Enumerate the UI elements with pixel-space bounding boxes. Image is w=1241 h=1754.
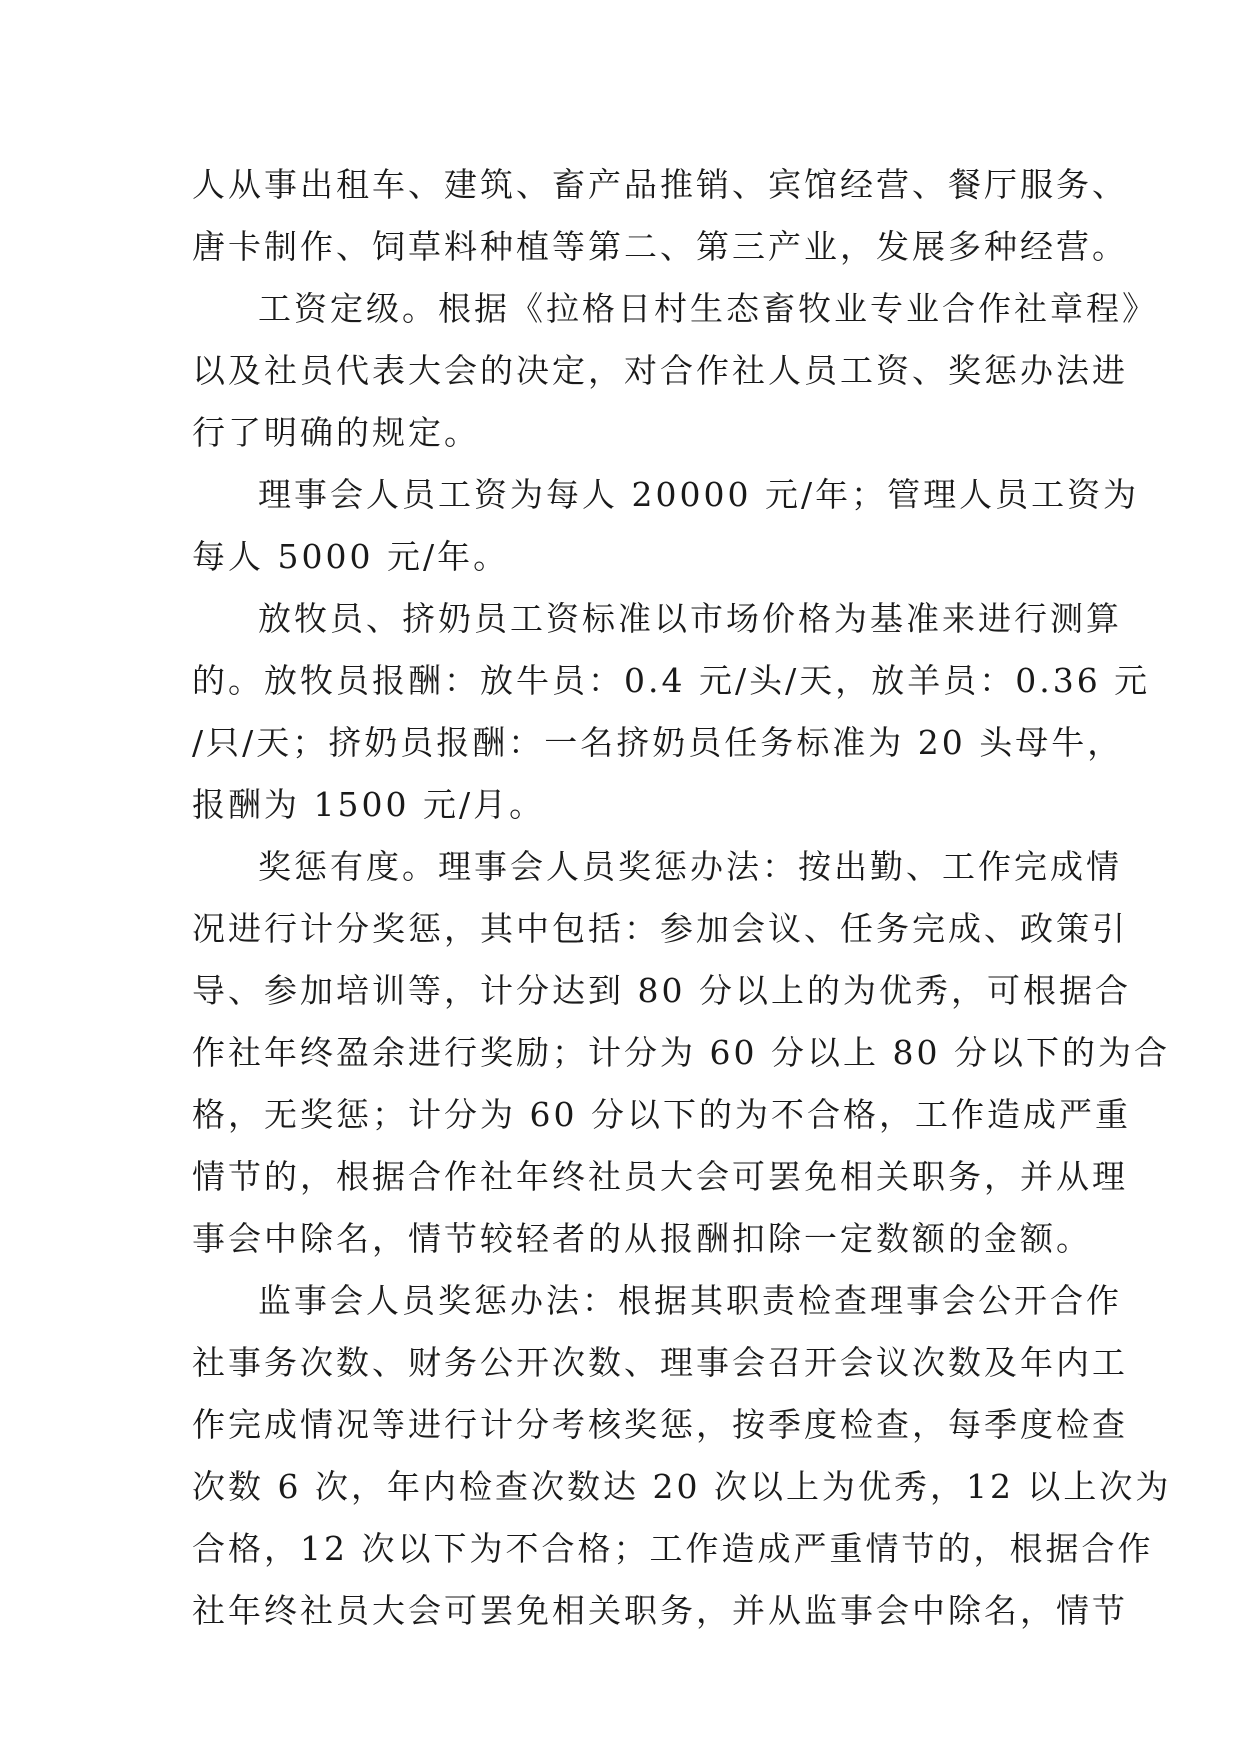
text-line: 以及社员代表大会的决定，对合作社人员工资、奖惩办法进 (192, 351, 1128, 390)
text-line: 导、参加培训等，计分达到 80 分以上的为优秀，可根据合 (192, 971, 1131, 1010)
text-line: 合格，12 次以下为不合格；工作造成严重情节的，根据合作 (192, 1529, 1154, 1568)
text-line: 情节的，根据合作社年终社员大会可罢免相关职务，并从理 (192, 1157, 1128, 1196)
text-line: /只/天；挤奶员报酬：一名挤奶员任务标准为 20 头母牛， (192, 723, 1124, 762)
paragraph-start-line: 理事会人员工资为每人 20000 元/年；管理人员工资为 (258, 475, 1140, 514)
text-line: 况进行计分奖惩，其中包括：参加会议、任务完成、政策引 (192, 909, 1128, 948)
text-line: 社事务次数、财务公开次数、理事会召开会议次数及年内工 (192, 1343, 1128, 1382)
paragraph-end-line: 行了明确的规定。 (192, 413, 480, 452)
document-body (192, 154, 1172, 1642)
text-line: 社年终社员大会可罢免相关职务，并从监事会中除名，情节 (192, 1591, 1128, 1630)
text-line: 的。放牧员报酬：放牛员：0.4 元/头/天，放羊员：0.36 元 (192, 661, 1151, 700)
paragraph-start-line: 奖惩有度。理事会人员奖惩办法：按出勤、工作完成情 (258, 847, 1122, 886)
text-line: 人从事出租车、建筑、畜产品推销、宾馆经营、餐厅服务、 (192, 165, 1128, 204)
text-line: 作社年终盈余进行奖励；计分为 60 分以上 80 分以下的为合 (192, 1033, 1170, 1072)
text-line: 作完成情况等进行计分考核奖惩，按季度检查，每季度检查 (192, 1405, 1128, 1444)
paragraph-start-line: 工资定级。根据《拉格日村生态畜牧业专业合作社章程》 (258, 289, 1158, 328)
text-line: 唐卡制作、饲草料种植等第二、第三产业，发展多种经营。 (192, 227, 1128, 266)
paragraph-start-line: 监事会人员奖惩办法：根据其职责检查理事会公开合作 (258, 1281, 1122, 1320)
text-line: 次数 6 次，年内检查次数达 20 次以上为优秀，12 以上次为 (192, 1467, 1172, 1506)
paragraph-start-line: 放牧员、挤奶员工资标准以市场价格为基准来进行测算 (258, 599, 1122, 638)
paragraph-end-line: 报酬为 1500 元/月。 (192, 785, 546, 824)
text-line: 格，无奖惩；计分为 60 分以下的为不合格，工作造成严重 (192, 1095, 1131, 1134)
paragraph-end-line: 每人 5000 元/年。 (192, 537, 510, 576)
paragraph-end-line: 事会中除名，情节较轻者的从报酬扣除一定数额的金额。 (192, 1219, 1092, 1258)
